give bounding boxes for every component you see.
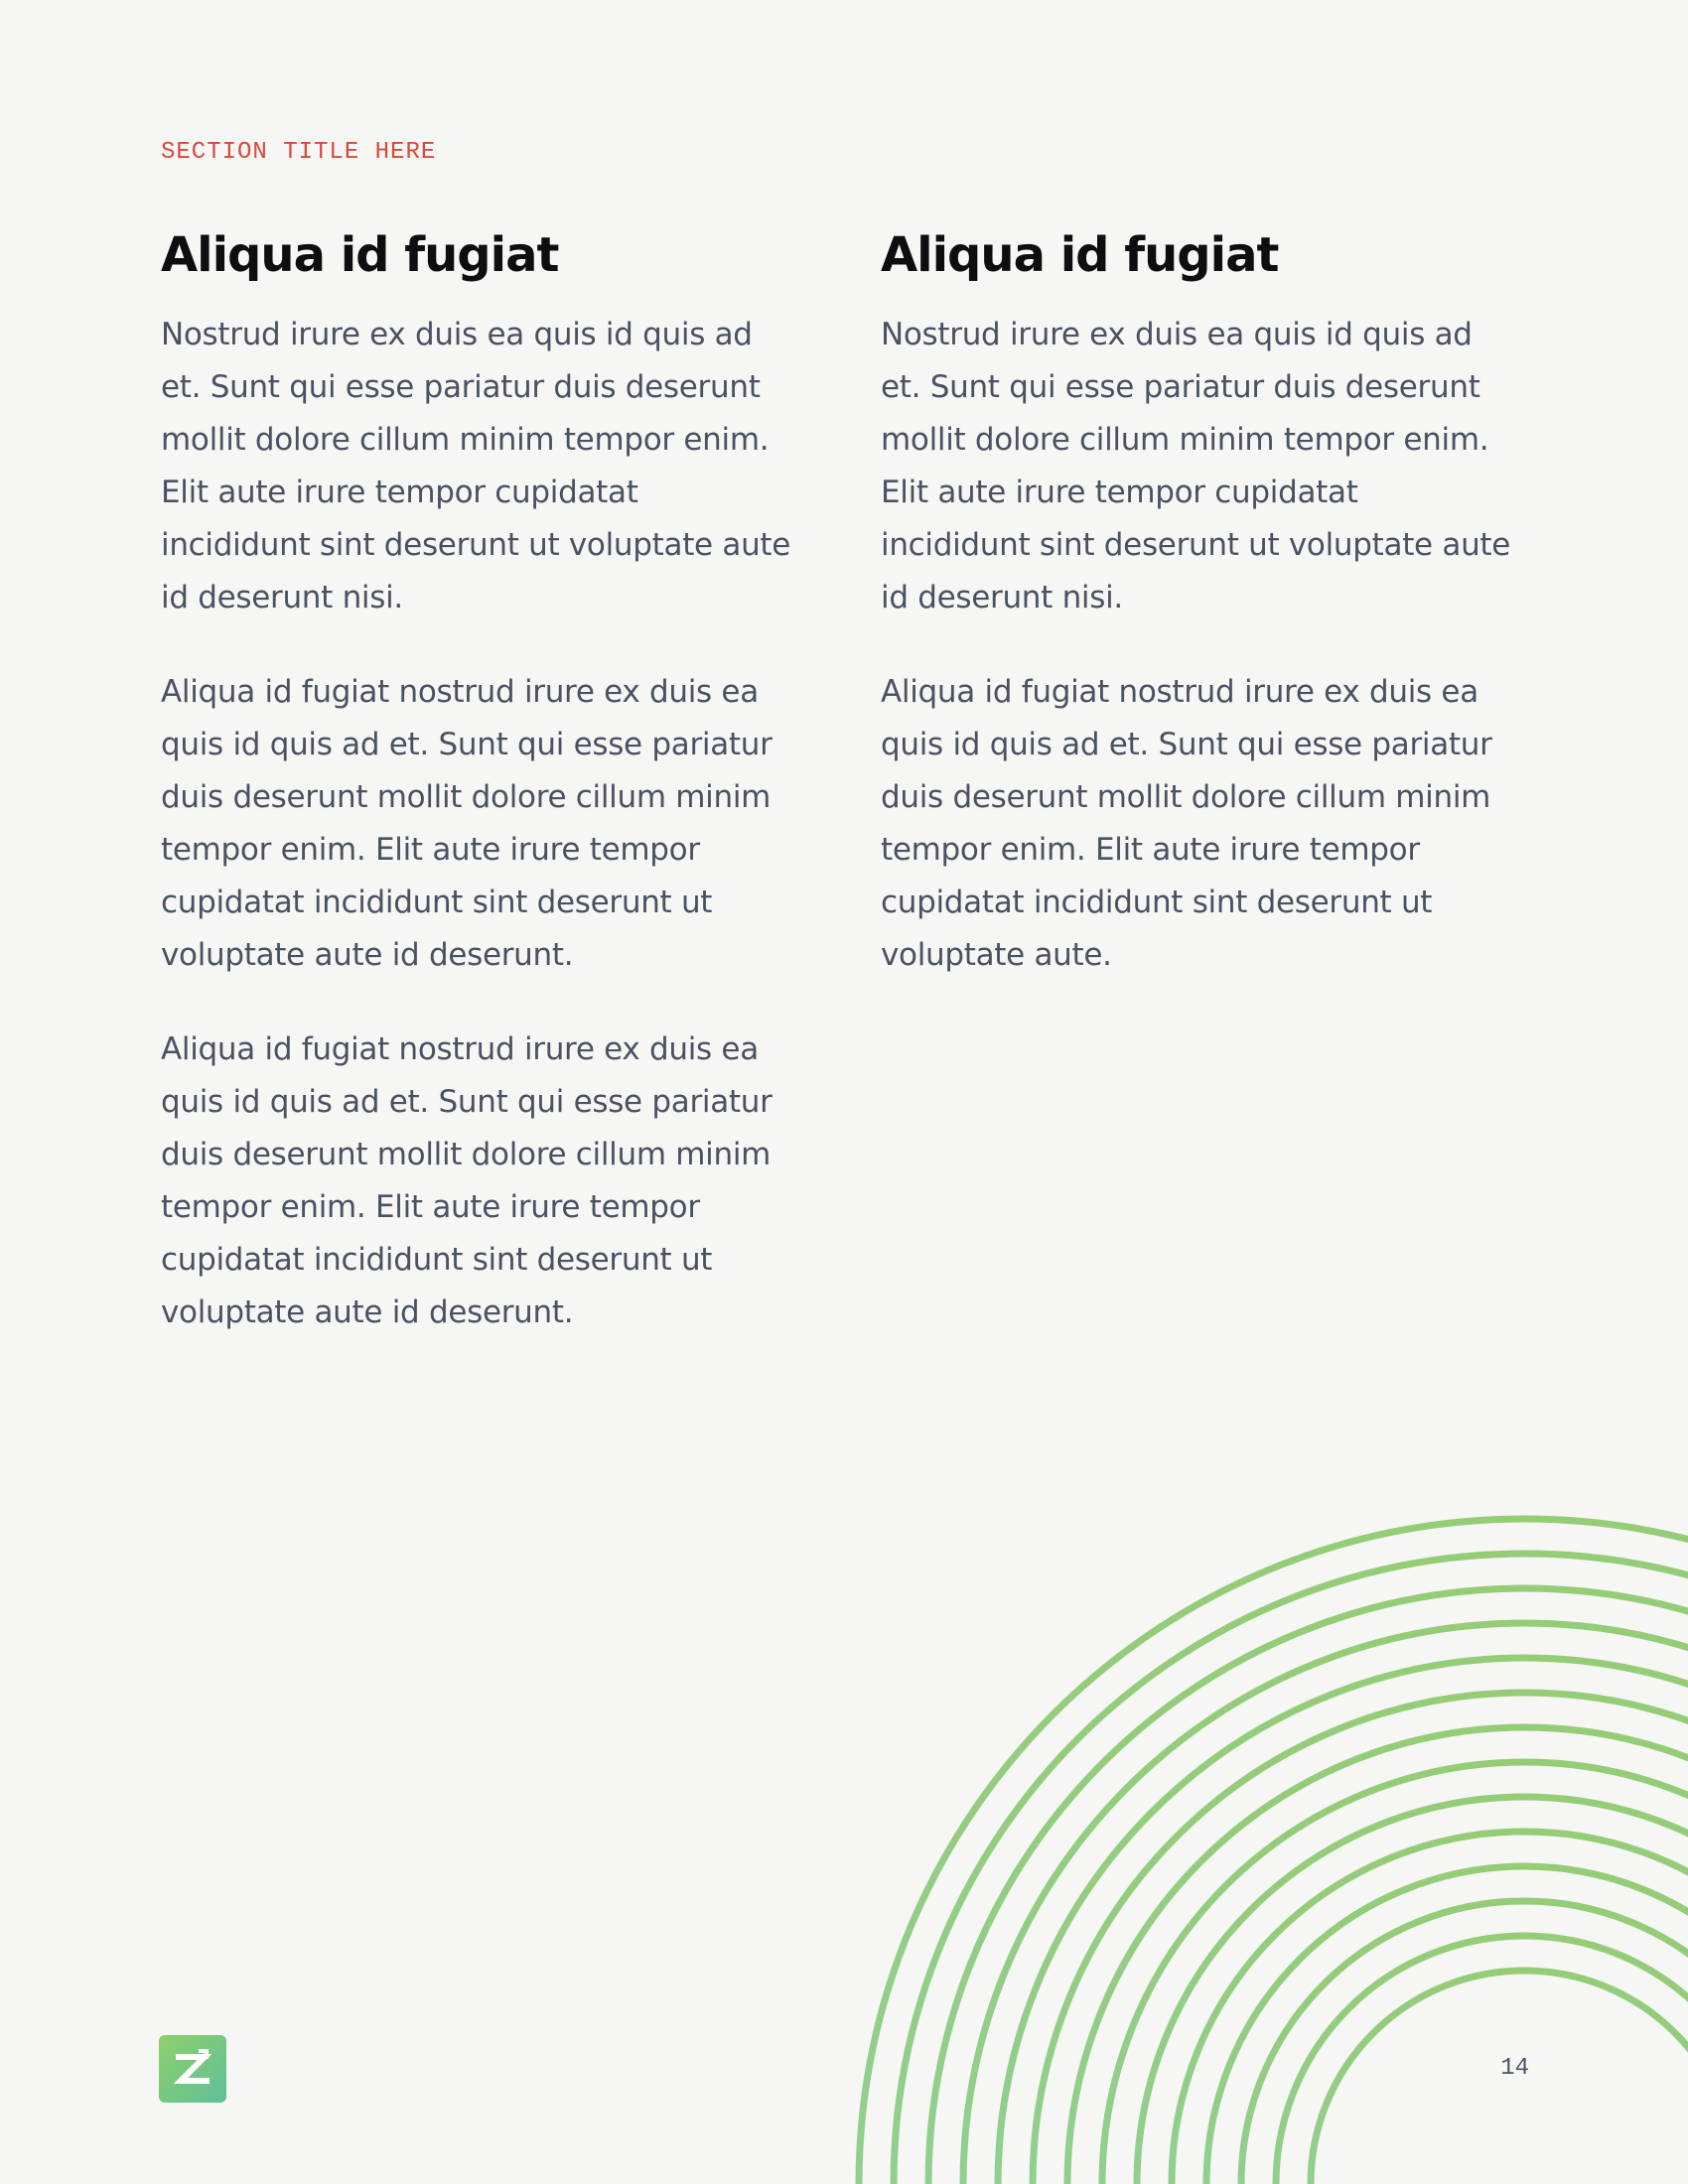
arc-ring-8 [1067,1727,1688,2184]
section-title: SECTION TITLE HERE [161,139,437,166]
arc-ring-11 [963,1623,1688,2184]
arc-ring-9 [1033,1693,1688,2184]
left-paragraph-1: Nostrud irure ex duis ea quis id quis ad et. Sunt qui esse pariatur duis deserunt mollit dolore cillum minim tempor enim. Elit aute irure tempor cupidatat incididunt sint deserunt ut voluptate aute id deserunt nisi. [161,317,791,615]
arc-ring-14 [859,1519,1688,2184]
left-column-heading: Aliqua id fugiat [161,227,559,283]
right-column [881,223,1516,1024]
right-column-heading: Aliqua id fugiat [881,227,1279,283]
arc-ring-7 [1102,1762,1688,2184]
arc-ring-13 [894,1554,1688,2184]
left-column [161,223,796,1381]
arc-ring-6 [1137,1797,1688,2184]
arc-ring-2 [1276,1936,1688,2184]
left-paragraph-2: Aliqua id fugiat nostrud irure ex duis ea quis id quis ad et. Sunt qui esse pariatur duis deserunt mollit dolore cillum minim tempor enim. Elit aute irure tempor cupidatat incididunt sint deserunt ut voluptate aute id deserunt. [161,674,773,973]
right-paragraph-1: Nostrud irure ex duis ea quis id quis ad et. Sunt qui esse pariatur duis deserunt mollit dolore cillum minim tempor enim. Elit aute irure tempor cupidatat incididunt sint deserunt ut voluptate aute id deserunt nisi. [881,317,1511,615]
page-number: 14 [1500,2055,1529,2082]
arc-ring-4 [1206,1866,1688,2184]
left-paragraph-3: Aliqua id fugiat nostrud irure ex duis ea quis id quis ad et. Sunt qui esse pariatur duis deserunt mollit dolore cillum minim tempor enim. Elit aute irure tempor cupidatat incididunt sint deserunt ut voluptate aute id deserunt. [161,1031,773,1330]
arc-ring-5 [1172,1832,1688,2184]
z-logo-icon [159,2035,226,2103]
arc-ring-12 [928,1588,1688,2184]
arc-ring-3 [1241,1901,1688,2184]
arc-ring-10 [998,1658,1688,2184]
right-paragraph-2: Aliqua id fugiat nostrud irure ex duis ea quis id quis ad et. Sunt qui esse pariatur duis deserunt mollit dolore cillum minim tempor enim. Elit aute irure tempor cupidatat incididunt sint deserunt ut voluptate aute. [881,674,1492,973]
